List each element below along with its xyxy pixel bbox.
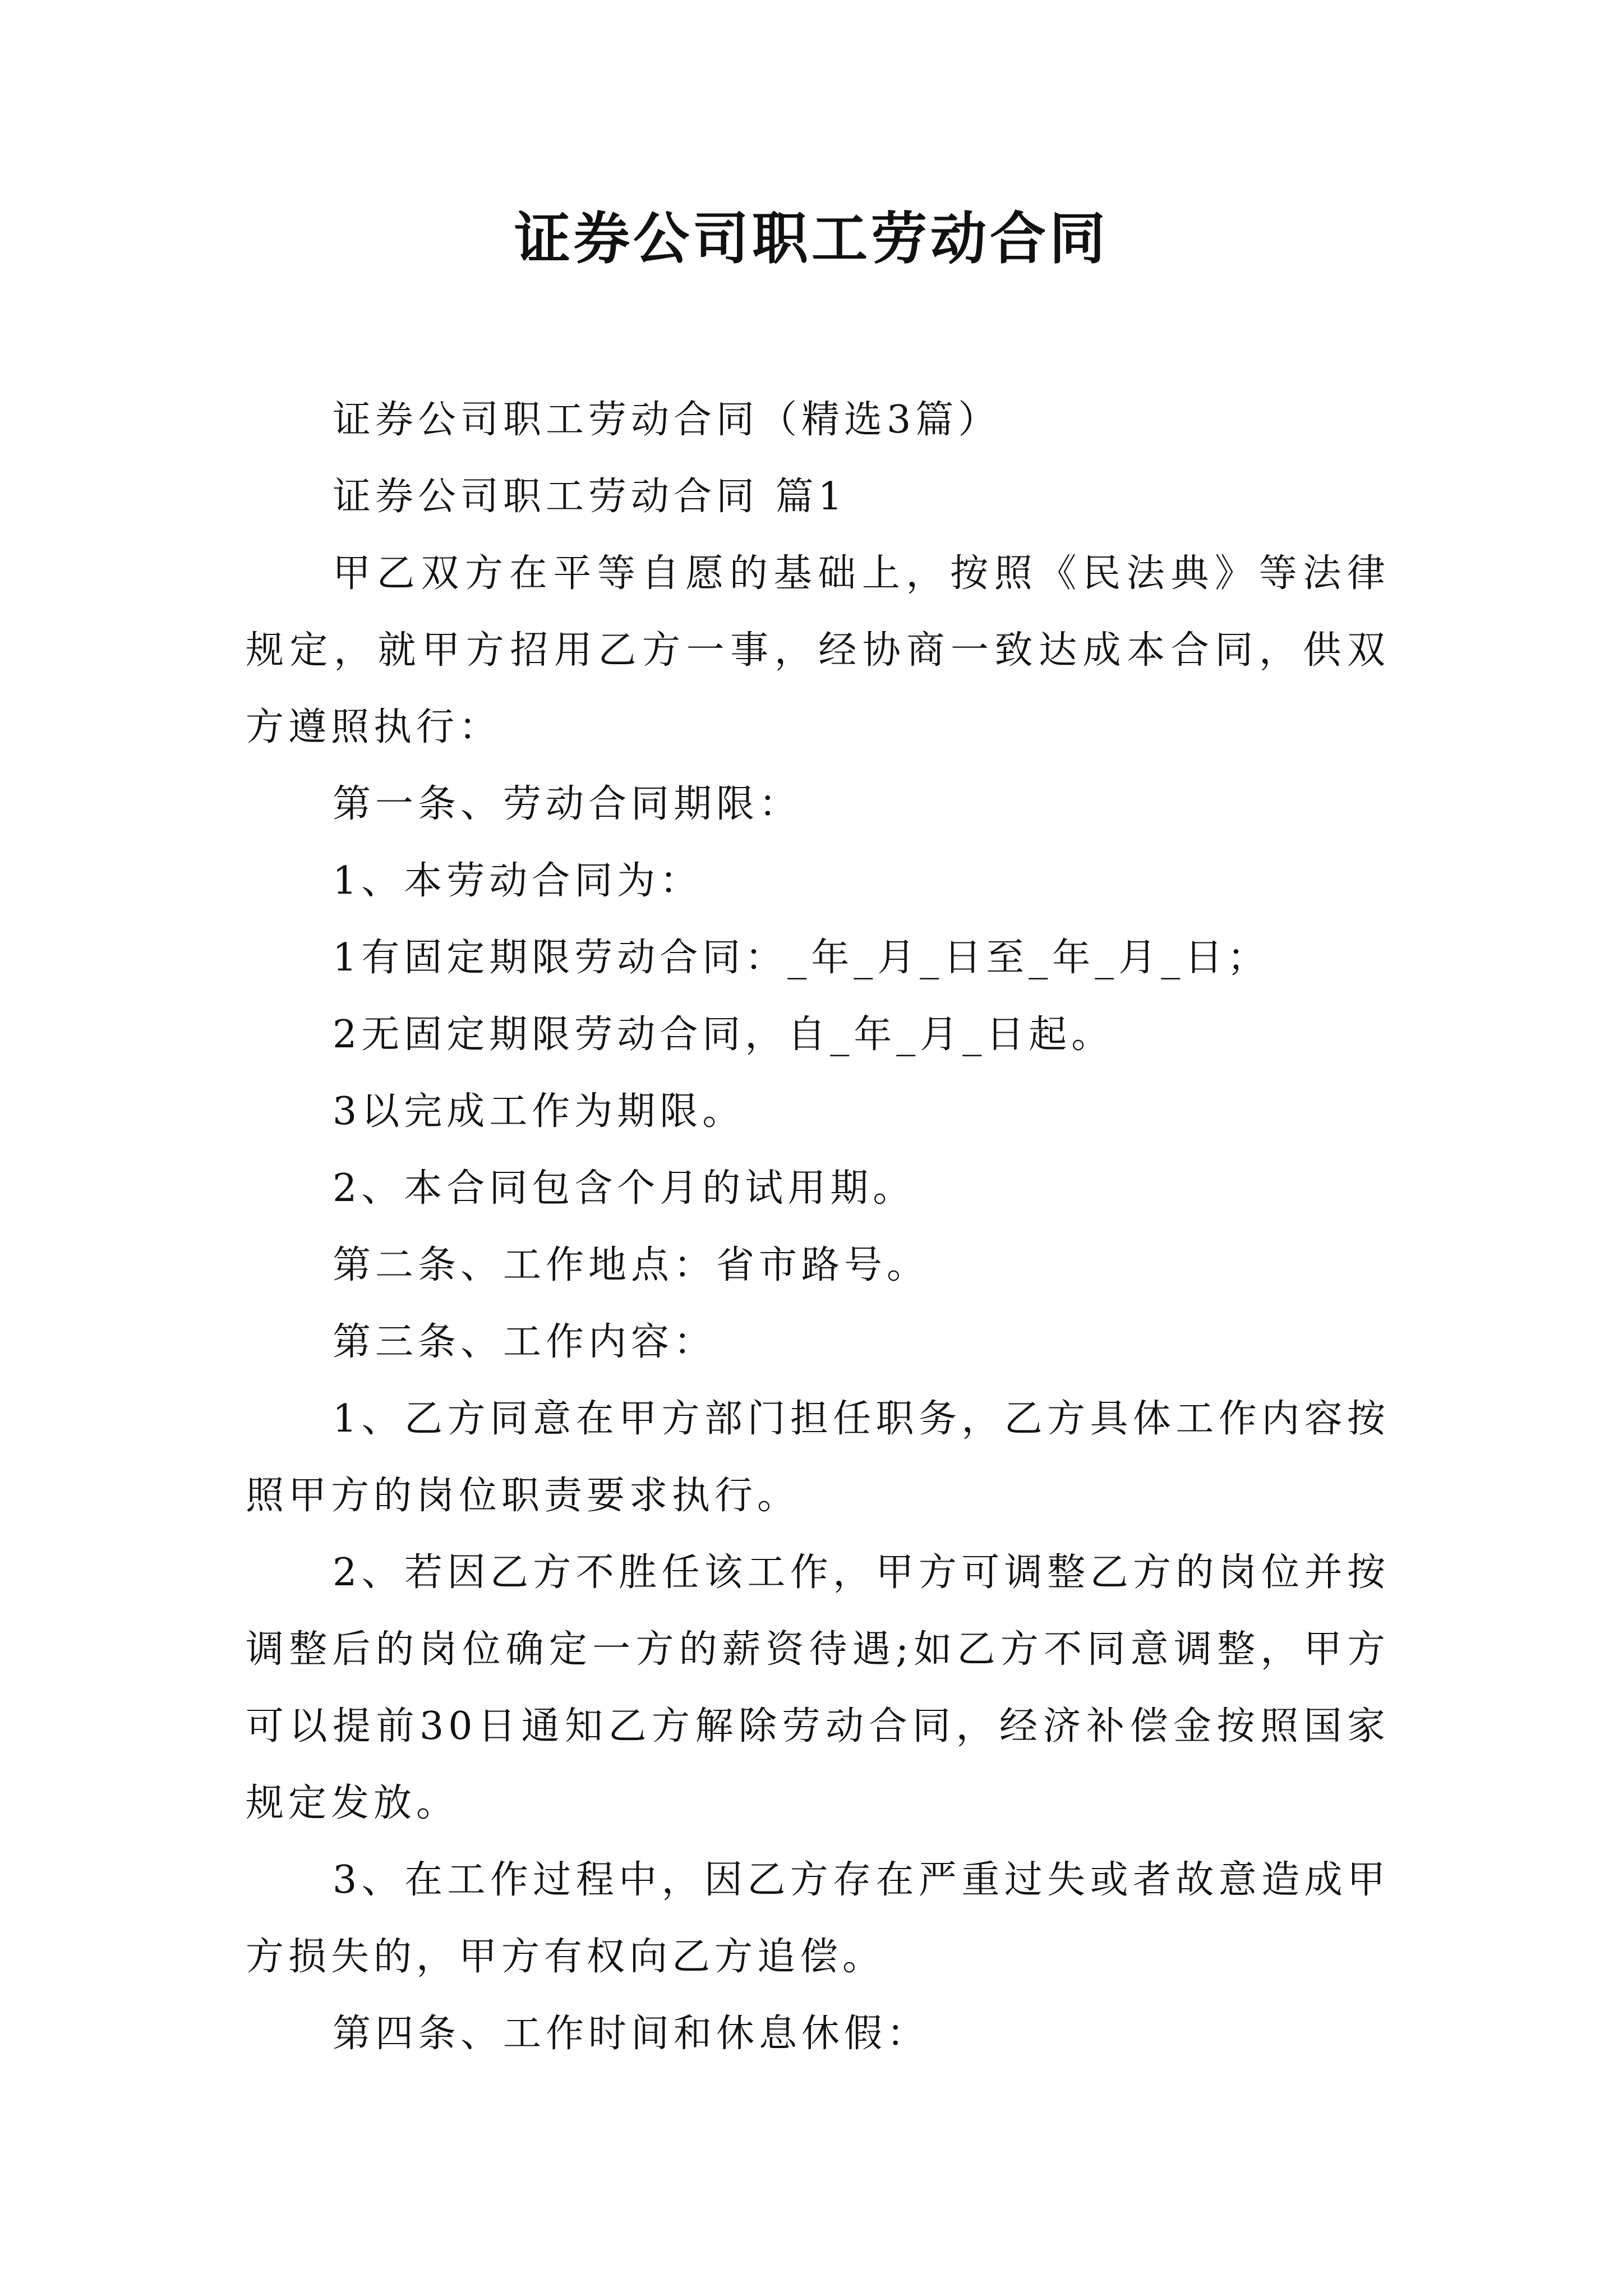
- paragraph-article-3-item-1: 1、乙方同意在甲方部门担任职务，乙方具体工作内容按照甲方的岗位职责要求执行。: [246, 1397, 1390, 1518]
- document-body: [246, 381, 1390, 2072]
- paragraph-task-term: 3以完成工作为期限。: [333, 1089, 745, 1134]
- paragraph-article-3-heading: 第三条、工作内容：: [333, 1320, 717, 1364]
- paragraph-fixed-term: 1有固定期限劳动合同：_年_月_日至_年_月_日；: [333, 936, 1270, 980]
- paragraph-collection-heading: 证券公司职工劳动合同（精选3篇）: [333, 398, 1001, 442]
- paragraph-preamble: 甲乙双方在平等自愿的基础上，按照《民法典》等法律规定，就甲方招用乙方一事，经协商一致达成本合同，供双方遵照执行：: [246, 551, 1390, 749]
- paragraph-article-3-item-3: 3、在工作过程中，因乙方存在严重过失或者故意造成甲方损失的，甲方有权向乙方追偿。: [246, 1858, 1390, 1979]
- paragraph-article-1-heading: 第一条、劳动合同期限：: [333, 782, 802, 826]
- paragraph-probation: 2、本合同包含个月的试用期。: [333, 1166, 916, 1211]
- paragraph-open-term: 2无固定期限劳动合同，自_年_月_日起。: [333, 1013, 1114, 1057]
- paragraph-part-heading: 证券公司职工劳动合同 篇1: [333, 475, 847, 519]
- document-title: 证券公司职工劳动合同: [514, 205, 1109, 272]
- paragraph-article-3-item-2: 2、若因乙方不胜任该工作，甲方可调整乙方的岗位并按调整后的岗位确定一方的薪资待遇;如乙方不同意调整，甲方可以提前30日通知乙方解除劳动合同，经济补偿金按照国家规定发放。: [246, 1550, 1390, 1825]
- paragraph-article-4-heading: 第四条、工作时间和休息休假：: [333, 2012, 930, 2056]
- paragraph-article-1-item-1: 1、本劳动合同为：: [333, 859, 703, 903]
- paragraph-article-2-location: 第二条、工作地点：省市路号。: [333, 1243, 930, 1287]
